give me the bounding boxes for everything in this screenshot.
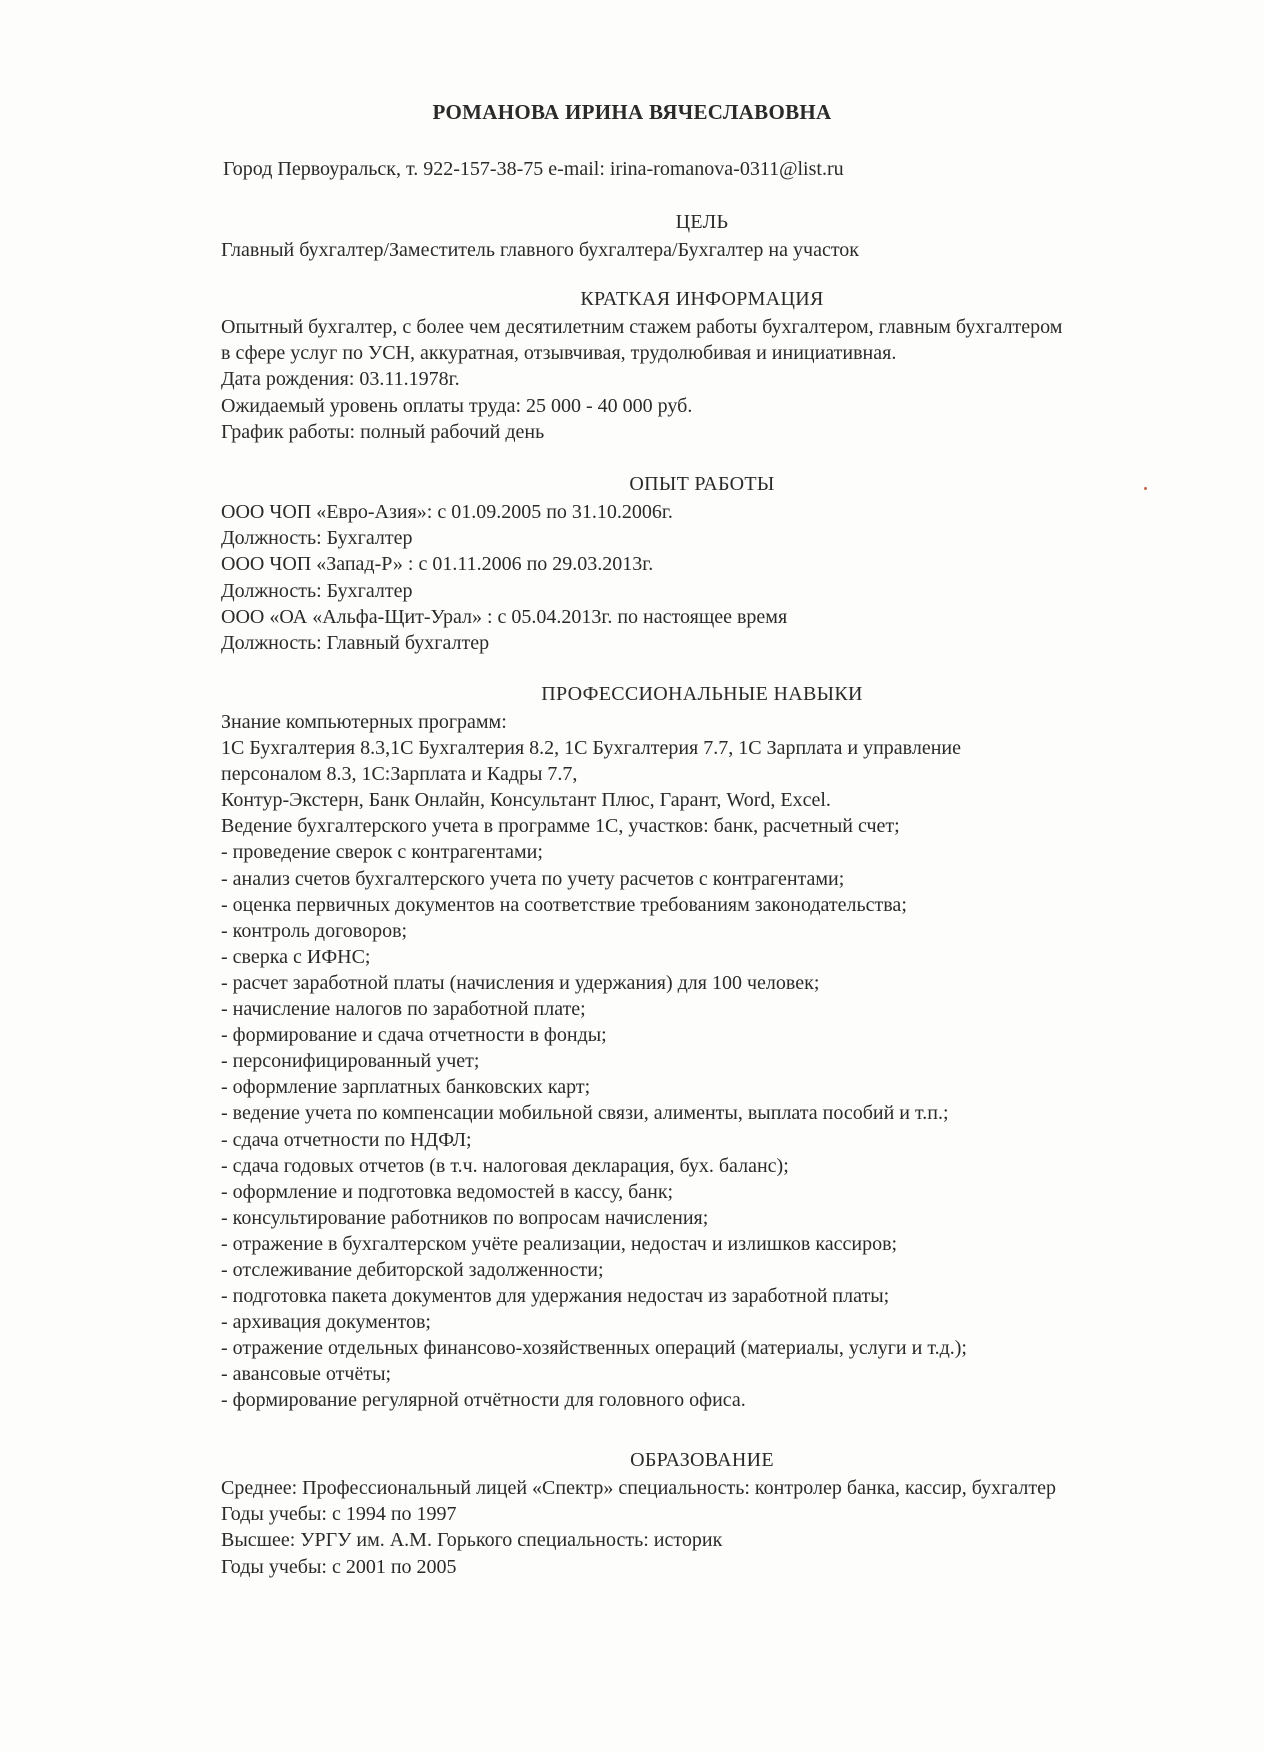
candidate-name: РОМАНОВА ИРИНА ВЯЧЕСЛАВОВНА [432,100,832,124]
skills-line: - архивация документов; [221,1311,431,1334]
skills-line: - расчет заработной платы (начисления и удержания) для 100 человек; [221,971,820,994]
skills-line: - оценка первичных документов на соответствие требованиям законодательства; [221,893,907,916]
education-heading: ОБРАЗОВАНИЕ [630,1449,774,1471]
skills-line: - подготовка пакета документов для удержания недостач из заработной платы; [221,1285,890,1308]
summary-line: в сфере услуг по УСН, аккуратная, отзывчивая, трудолюбивая и инициативная. [221,342,897,365]
skills-line: персоналом 8.3, 1С:Зарплата и Кадры 7.7, [221,763,578,786]
skills-line: - оформление и подготовка ведомостей в кассу, банк; [221,1180,674,1203]
goal-text: Главный бухгалтер/Заместитель главного бухгалтера/Бухгалтер на участок [221,239,860,261]
experience-line: ООО ЧОП «Евро-Азия»: с 01.09.2005 по 31.10.2006г. [221,501,673,523]
goal-heading: ЦЕЛЬ [675,211,729,233]
summary-line: График работы: полный рабочий день [221,420,545,443]
skills-line: - проведение сверок с контрагентами; [221,841,543,864]
skills-line: Ведение бухгалтерского учета в программе 1С, участков: банк, расчетный счет; [221,815,900,838]
experience-line: ООО «ОА «Альфа-Щит-Урал» : с 05.04.2013г. по настоящее время [221,605,788,628]
skills-line: - формирование и сдача отчетности в фонды; [221,1024,607,1047]
skills-line: - авансовые отчёты; [221,1363,392,1386]
skills-line: - формирование регулярной отчётности для головного офиса. [221,1389,746,1412]
skills-line: - ведение учета по компенсации мобильной связи, алименты, выплата пособий и т.п.; [221,1102,949,1125]
education-section [221,1475,1201,1580]
summary-line: Опытный бухгалтер, с более чем десятилетним стажем работы бухгалтером, главным бухгалтером [221,316,1063,338]
skills-line: - сдача годовых отчетов (в т.ч. налоговая декларация, бух. баланс); [221,1154,789,1177]
education-line: Среднее: Профессиональный лицей «Спектр» специальность: контролер банка, кассир, бухгалтер [221,1477,1056,1499]
skills-section [221,709,1201,1414]
experience-line: Должность: Главный бухгалтер [221,632,490,655]
skills-line: Контур-Экстерн, Банк Онлайн, Консультант Плюс, Гарант, Word, Excel. [221,789,831,812]
education-line: Годы учебы: с 2001 по 2005 [221,1555,457,1578]
skills-line: Знание компьютерных программ: [221,711,507,733]
skills-line: - сдача отчетности по НДФЛ; [221,1128,472,1151]
skills-line: - начисление налогов по заработной плате; [221,998,586,1021]
education-line: Годы учебы: с 1994 по 1997 [221,1503,457,1526]
skills-line: - персонифицированный учет; [221,1050,480,1073]
scan-speck [1144,487,1147,490]
skills-line: - отражение в бухгалтерском учёте реализации, недостач и излишков кассиров; [221,1232,898,1255]
skills-heading: ПРОФЕССИОНАЛЬНЫЕ НАВЫКИ [541,683,863,705]
skills-line: - анализ счетов бухгалтерского учета по учету расчетов с контрагентами; [221,867,845,890]
summary-heading: КРАТКАЯ ИНФОРМАЦИЯ [580,288,824,310]
experience-line: Должность: Бухгалтер [221,579,413,602]
skills-line: - оформление зарплатных банковских карт; [221,1076,591,1099]
experience-line: ООО ЧОП «Запад-Р» : с 01.11.2006 по 29.03.2013г. [221,553,654,576]
summary-line: Ожидаемый уровень оплаты труда: 25 000 - 40 000 руб. [221,394,693,417]
experience-line: Должность: Бухгалтер [221,527,413,550]
skills-line: 1С Бухгалтерия 8.3,1С Бухгалтерия 8.2, 1С Бухгалтерия 7.7, 1С Зарплата и управление [221,737,961,760]
skills-line: - сверка с ИФНС; [221,945,371,968]
experience-heading: ОПЫТ РАБОТЫ [629,473,775,495]
experience-section [221,499,1201,656]
contact-line: Город Первоуральск, т. 922-157-38-75 e-mail: irina-romanova-0311@list.ru [223,158,844,180]
skills-line: - консультирование работников по вопросам начисления; [221,1206,709,1229]
skills-line: - отражение отдельных финансово-хозяйственных операций (материалы, услуги и т.д.); [221,1337,967,1360]
summary-section [221,314,1201,445]
skills-line: - отслеживание дебиторской задолженности; [221,1258,604,1281]
education-line: Высшее: УРГУ им. А.М. Горького специальность: историк [221,1529,723,1552]
skills-line: - контроль договоров; [221,919,408,942]
goal-section [221,237,1201,263]
summary-line: Дата рождения: 03.11.1978г. [221,368,460,391]
